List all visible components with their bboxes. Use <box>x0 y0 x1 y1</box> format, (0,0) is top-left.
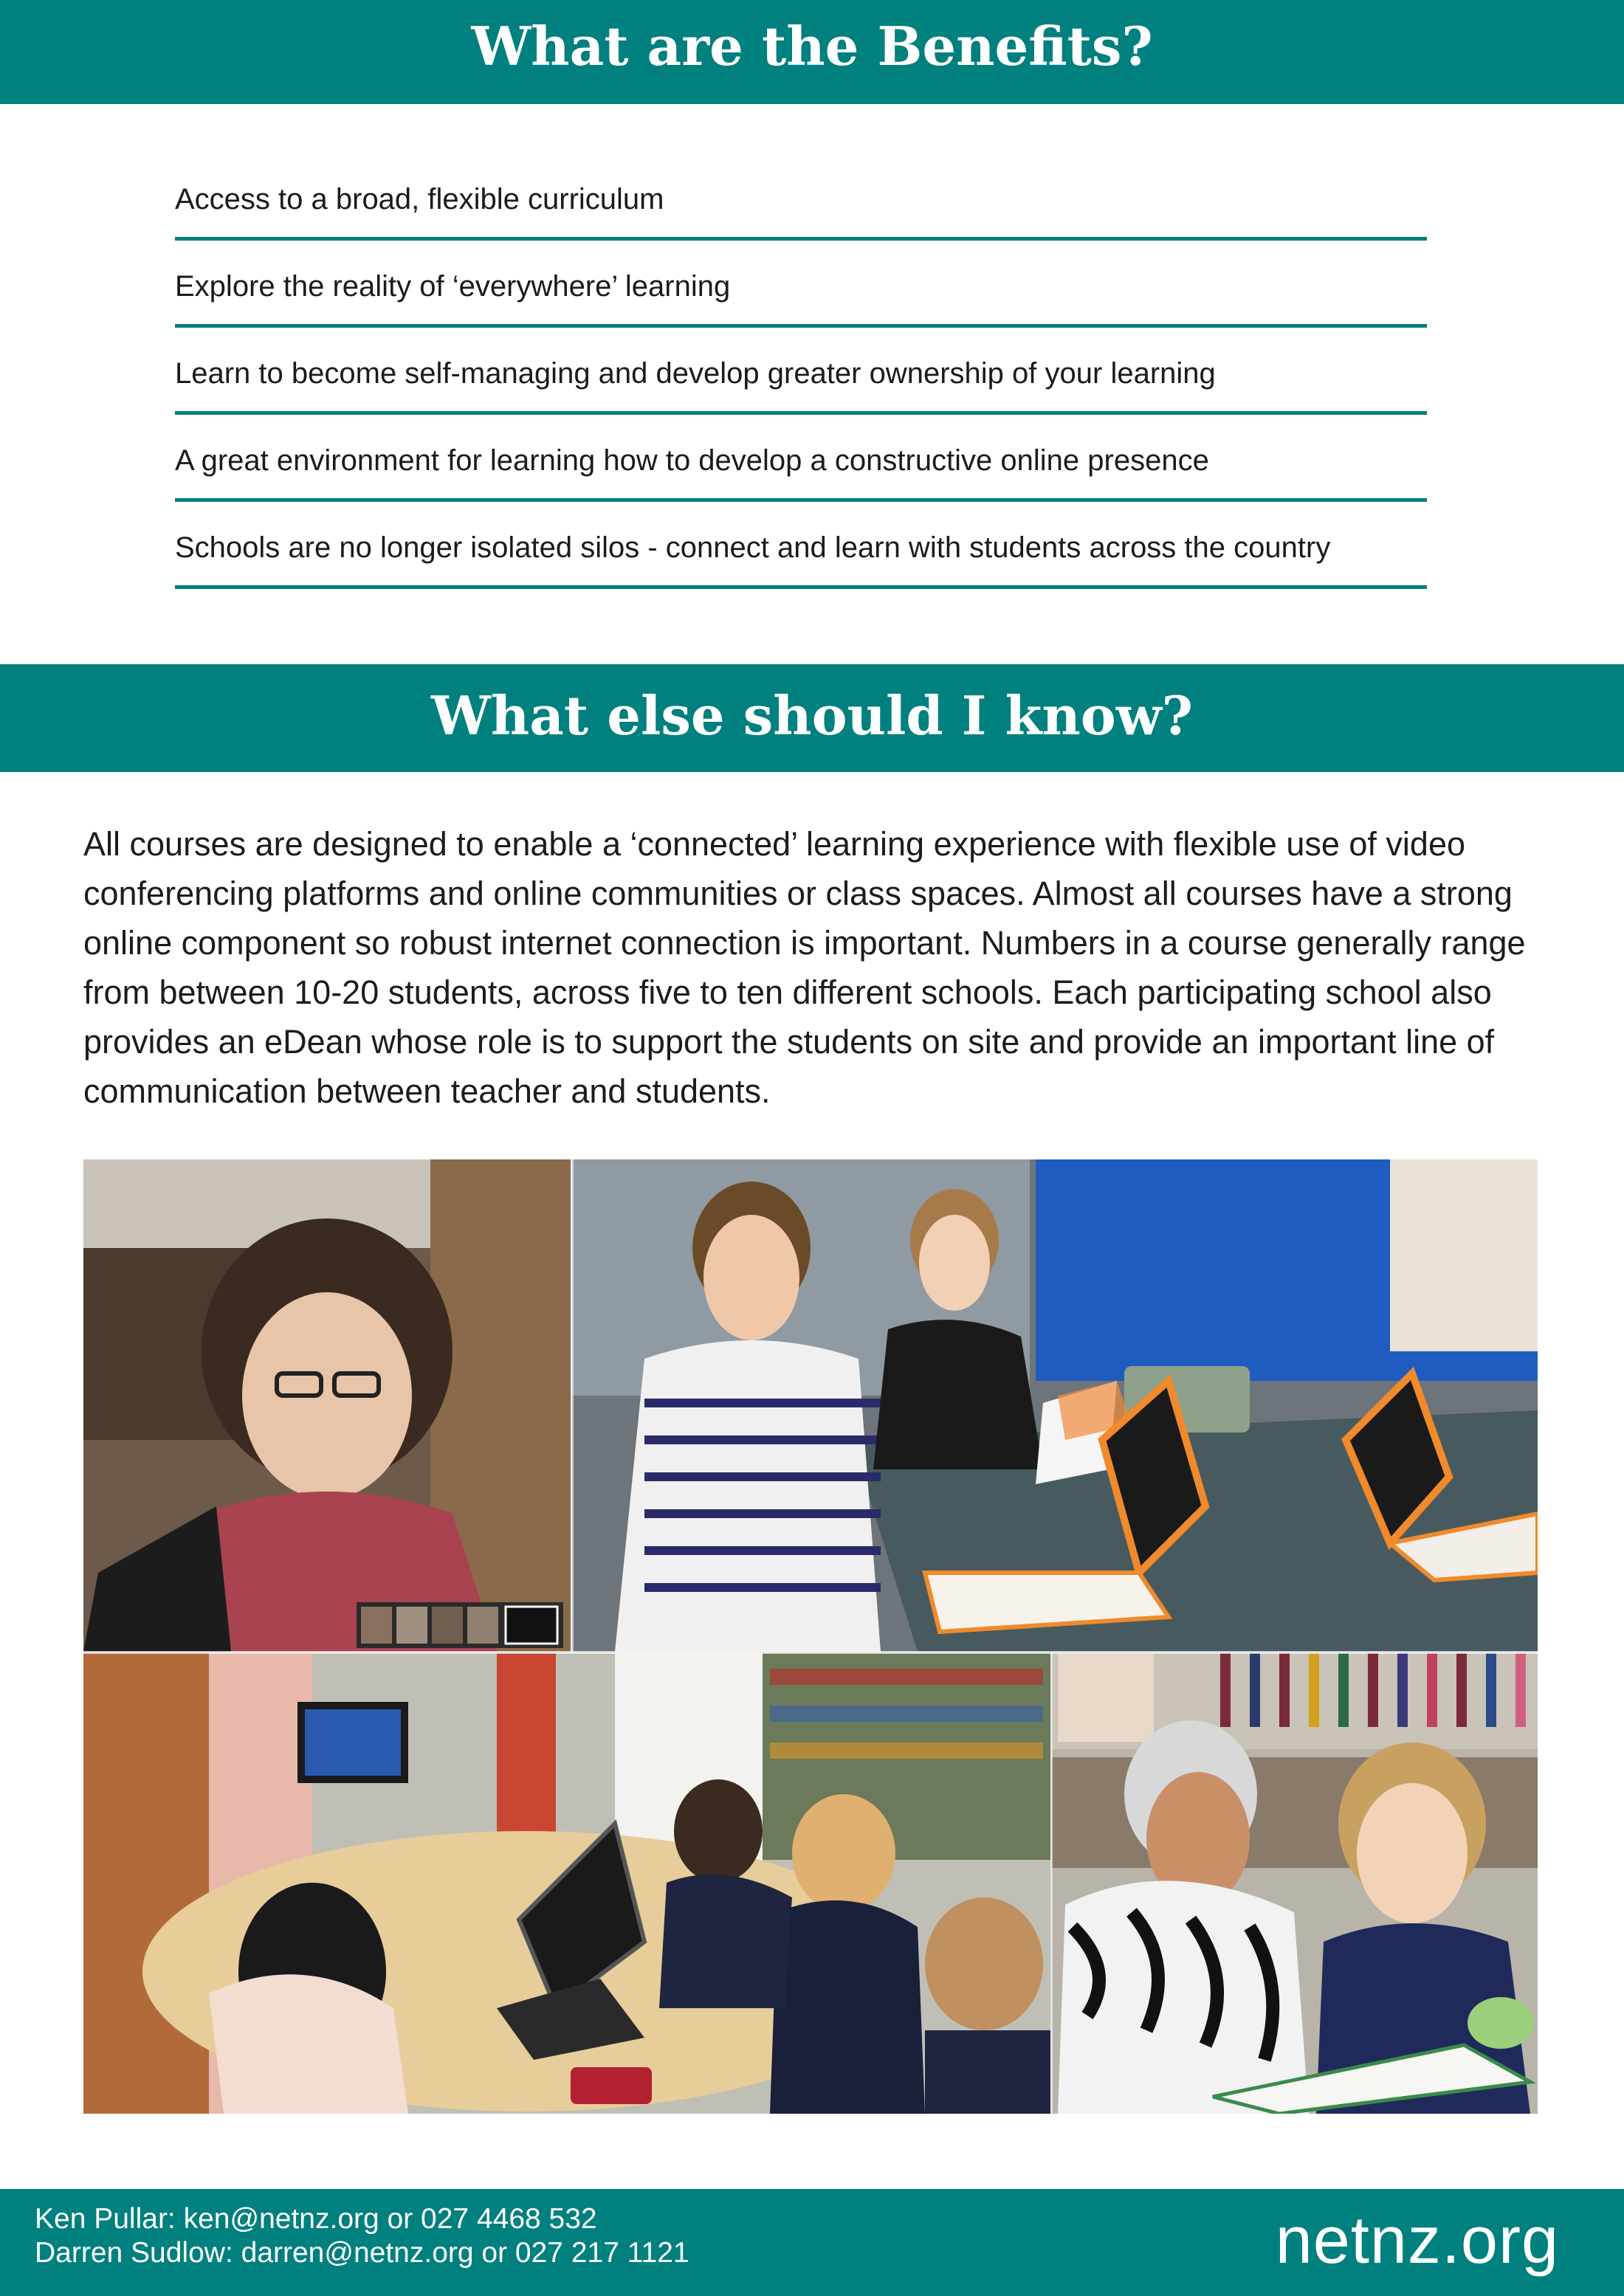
video-conference-classroom-photo <box>83 1653 1050 2114</box>
benefits-heading: What are the Benefits? <box>0 0 1624 104</box>
classroom-laptops-photo <box>572 1159 1538 1652</box>
photo-collage <box>83 1159 1538 2114</box>
benefit-item: A great environment for learning how to develop a constructive online presence <box>175 431 1427 502</box>
benefit-item: Learn to become self-managing and develop greater ownership of your learning <box>175 344 1427 415</box>
benefit-item: Schools are no longer isolated silos - connect and learn with students across the country <box>175 518 1427 589</box>
footer <box>0 2189 1624 2296</box>
what-else-heading: What else should I know? <box>0 664 1624 772</box>
contact-darren: Darren Sudlow: darren@netnz.org or 027 217 1121 <box>35 2237 689 2269</box>
site-url: netnz.org <box>1275 2204 1559 2278</box>
library-mentoring-photo <box>1052 1653 1538 2114</box>
benefit-item: Explore the reality of ‘everywhere’ learning <box>175 257 1427 328</box>
benefit-item: Access to a broad, flexible curriculum <box>175 170 1427 241</box>
video-call-student-photo <box>83 1159 571 1652</box>
info-paragraph: All courses are designed to enable a ‘connected’ learning experience with flexible use of video conferencing platforms and online communities or class spaces. Almost all courses have a strong online component so robust internet connection is important. Numbers in a course generally range from between 10-20 students, across five to ten different schools. Each participating school also provides an eDean whose role is to support the students on site and provide an important line of communication between teacher and students. <box>83 825 1526 1110</box>
contact-ken: Ken Pullar: ken@netnz.org or 027 4468 532 <box>35 2203 597 2235</box>
benefits-list <box>175 170 1427 605</box>
